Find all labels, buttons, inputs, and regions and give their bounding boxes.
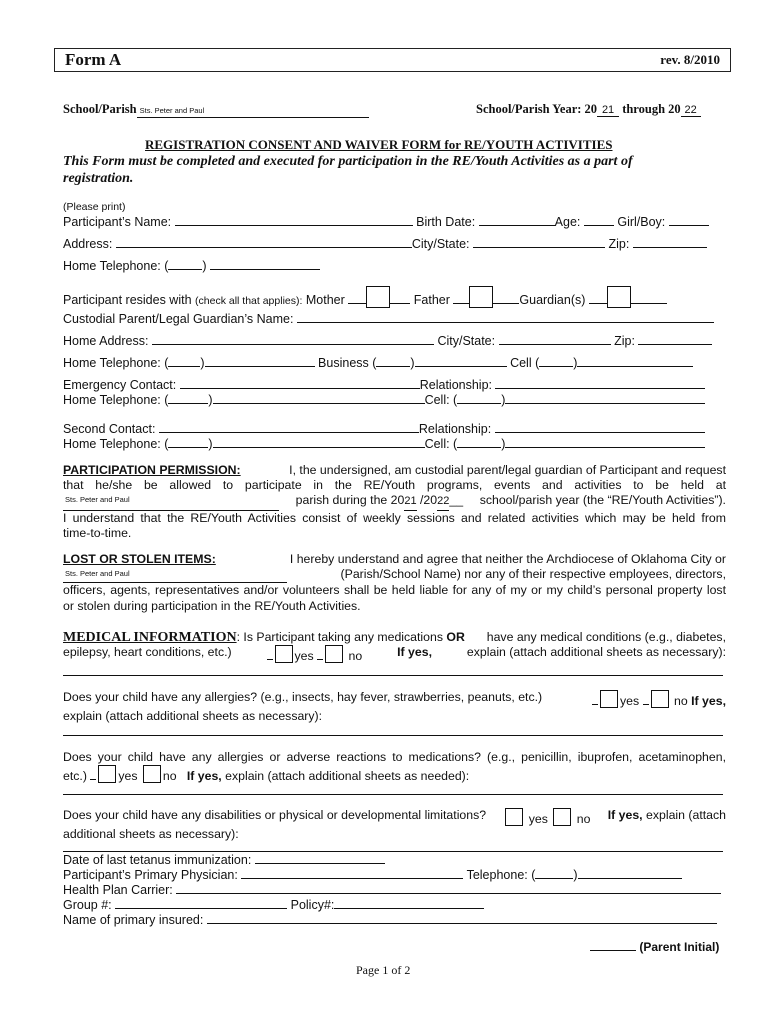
gender-label: Girl/Boy: xyxy=(617,215,666,229)
q4-no-checkbox[interactable] xyxy=(553,808,571,826)
address-label: Address: xyxy=(63,237,113,251)
home-address-row xyxy=(63,334,712,348)
area-code-field[interactable] xyxy=(168,269,202,270)
medical-question-2 xyxy=(63,690,726,724)
second-contact-field[interactable] xyxy=(159,432,419,433)
insured-row xyxy=(63,913,717,927)
mother-label: Mother xyxy=(305,293,345,307)
participation-line3 xyxy=(63,493,726,510)
school-parish-value: Sts. Peter and Paul xyxy=(139,106,205,115)
through-label: through 20 xyxy=(622,102,681,116)
home-zip-label: Zip: xyxy=(614,334,635,348)
second-area-code[interactable] xyxy=(168,447,208,448)
birth-date-field[interactable] xyxy=(479,225,555,226)
school-year-label: School/Parish Year: 20 xyxy=(476,102,598,116)
lost-text-3: officers, agents, representatives and/or volunteers shall be held liable for any of my or my child’s personal property lost xyxy=(63,583,726,598)
participant-name-row xyxy=(63,215,709,229)
carrier-label: Health Plan Carrier: xyxy=(63,883,173,897)
q3-if-yes: If yes, xyxy=(186,769,222,784)
emergency-area-code[interactable] xyxy=(168,403,208,404)
cell-telephone-field[interactable] xyxy=(577,366,693,367)
gender-field[interactable] xyxy=(669,225,709,226)
resides-with-label: Participant resides with xyxy=(63,293,192,307)
school-parish-row xyxy=(63,102,369,118)
q3-yes-underline xyxy=(90,779,96,780)
medical-q1-or: OR xyxy=(446,630,465,644)
participation-parish-field[interactable] xyxy=(63,493,279,510)
policy-field[interactable] xyxy=(334,908,484,909)
physician-label: Participant’s Primary Physician: xyxy=(63,868,238,882)
zip-field[interactable] xyxy=(633,247,707,248)
q1-answer-line[interactable] xyxy=(63,675,723,676)
age-label: Age: xyxy=(554,215,581,229)
cell-area-code[interactable] xyxy=(539,366,573,367)
parent-initial-field[interactable] xyxy=(590,950,636,951)
mother-underline xyxy=(348,303,366,304)
form-title: Form A xyxy=(65,50,122,69)
form-header xyxy=(54,48,731,72)
form-subtitle-line1: This Form must be completed and executed for participation in the RE/Youth Activities as a part of xyxy=(63,154,633,169)
tetanus-row xyxy=(63,853,385,867)
emergency-relationship-field[interactable] xyxy=(495,388,705,389)
participation-permission-section xyxy=(63,463,726,541)
q1-yes-checkbox[interactable] xyxy=(275,645,293,663)
physician-row: Participant’s Primary Physician: Telephone: ( ) xyxy=(63,868,682,882)
participation-year-slash: /20 xyxy=(420,493,438,508)
guardian-checkbox[interactable] xyxy=(607,286,631,308)
medical-q3-line2 xyxy=(63,765,726,784)
business-area-code[interactable] xyxy=(376,366,410,367)
q3-explain: explain (attach additional sheets as needed): xyxy=(225,769,470,784)
medical-heading: MEDICAL INFORMATION xyxy=(63,630,237,645)
address-row xyxy=(63,237,707,251)
guardian-home-telephone-field[interactable] xyxy=(205,366,315,367)
q1-yes-underline xyxy=(267,659,273,660)
participant-name-field[interactable] xyxy=(175,225,413,226)
school-year-row xyxy=(476,102,701,117)
q3-answer-line[interactable] xyxy=(63,794,723,795)
page-number: Page 1 of 2 xyxy=(356,963,411,977)
tetanus-field[interactable] xyxy=(255,863,385,864)
emergency-cell-label: Cell: ( xyxy=(424,393,458,407)
insured-label: Name of primary insured: xyxy=(63,913,204,927)
q2-no-label: no xyxy=(674,694,688,708)
q3-yes-label: yes xyxy=(118,769,138,784)
q4-yes-checkbox[interactable] xyxy=(505,808,523,826)
emergency-cell-area-code[interactable] xyxy=(457,403,501,404)
q3-no-label: no xyxy=(162,769,177,784)
participation-text-4: I understand that the RE/Youth Activities consist of weekly sessions and related activities which may be held from xyxy=(63,510,726,525)
guardian-phones-row: Home Telephone: ( ) Business ( ) Cell ( ) xyxy=(63,356,693,370)
medical-q4-line1 xyxy=(63,808,726,827)
second-cell-field[interactable] xyxy=(505,447,705,448)
participant-name-label: Participant’s Name: xyxy=(63,215,172,229)
participation-line1 xyxy=(63,463,726,478)
physician-field[interactable] xyxy=(241,878,463,879)
q2-no-checkbox[interactable] xyxy=(651,690,669,708)
lost-text-2: (Parish/School Name) nor any of their respective employees, directors, xyxy=(340,567,726,582)
city-state-field[interactable] xyxy=(473,247,605,248)
q4-explain: explain (attach xyxy=(646,808,726,822)
business-label: Business ( xyxy=(318,356,377,370)
q1-explain: explain (attach additional sheets as necessary): xyxy=(466,645,726,660)
second-telephone-field[interactable] xyxy=(213,447,425,448)
carrier-row xyxy=(63,883,721,897)
medical-question-1 xyxy=(63,630,726,664)
emergency-telephone-field[interactable] xyxy=(213,403,425,404)
guardian-area-code[interactable] xyxy=(168,366,200,367)
lost-text-4: or stolen during participation in the RE/Youth Activities. xyxy=(63,598,361,613)
guardian-label: Guardian(s) xyxy=(519,293,586,307)
participation-year-prefix: parish during the 20 xyxy=(295,493,405,508)
emergency-cell-field[interactable] xyxy=(505,403,705,404)
lost-stolen-heading: LOST OR STOLEN ITEMS: xyxy=(63,552,216,566)
insured-field[interactable] xyxy=(207,923,717,924)
school-parish-field[interactable] xyxy=(137,102,369,118)
second-telephone-label: Home Telephone: ( xyxy=(63,437,169,451)
lost-line2 xyxy=(63,567,726,583)
q3-text-2: etc.) xyxy=(63,769,87,784)
mother-underline-2 xyxy=(390,303,410,304)
form-main-title: REGISTRATION CONSENT AND WAIVER FORM for RE/YOUTH ACTIVITIES xyxy=(145,137,613,152)
resides-with-row xyxy=(63,286,667,308)
medical-question-3 xyxy=(63,750,726,784)
physician-area-code[interactable] xyxy=(535,878,573,879)
second-cell-area-code[interactable] xyxy=(457,447,501,448)
emergency-contact-row xyxy=(63,378,705,392)
lost-parish-value: Sts. Peter and Paul xyxy=(65,569,130,579)
school-parish-label: School/Parish xyxy=(63,102,137,116)
q2-no-underline xyxy=(643,704,649,705)
q1-no-underline xyxy=(317,659,323,660)
second-cell-label: Cell: ( xyxy=(424,437,458,451)
emergency-contact-field[interactable] xyxy=(180,388,420,389)
q1-no-checkbox[interactable] xyxy=(325,645,343,663)
q2-text: Does your child have any allergies? (e.g., insects, hay fever, strawberries, peanuts, etc.) xyxy=(63,690,543,704)
form-subtitle-line2: registration. xyxy=(63,171,134,186)
city-state-label: City/State: xyxy=(411,237,470,251)
birth-date-label: Birth Date: xyxy=(416,215,476,229)
lost-parish-field[interactable] xyxy=(63,567,287,583)
emergency-telephone-row: Home Telephone: ( ) Cell: ( ) xyxy=(63,393,705,407)
guardian-underline-2 xyxy=(631,303,667,304)
home-city-state-label: City/State: xyxy=(437,334,496,348)
second-relationship-label: Relationship: xyxy=(418,422,492,436)
medical-q1-text-b: have any medical conditions (e.g., diabetes, xyxy=(486,630,726,644)
participation-text-1: I, the undersigned, am custodial parent/legal guardian of Participant and request xyxy=(289,463,726,477)
home-telephone-field[interactable] xyxy=(210,269,320,270)
home-telephone-label: Home Telephone: ( xyxy=(63,259,169,273)
lost-text-1: I hereby understand and agree that neither the Archdiocese of Oklahoma City or xyxy=(289,552,726,566)
q2-yes-underline xyxy=(592,704,598,705)
home-telephone-row: Home Telephone: ( ) xyxy=(63,259,320,273)
father-underline xyxy=(453,303,469,304)
please-print-note: (Please print) xyxy=(63,201,126,213)
medical-question-4 xyxy=(63,808,726,842)
q1-no-label: no xyxy=(348,649,363,664)
lost-line1 xyxy=(63,552,726,567)
custodial-row xyxy=(63,312,714,326)
group-policy-row xyxy=(63,898,484,912)
q4-if-yes: If yes, xyxy=(607,808,643,822)
business-telephone-field[interactable] xyxy=(415,366,507,367)
revision-label: rev. 8/2010 xyxy=(660,52,720,67)
medical-q1-line1 xyxy=(63,630,726,645)
custodial-name-label: Custodial Parent/Legal Guardian’s Name: xyxy=(63,312,294,326)
policy-label: Policy#: xyxy=(290,898,335,912)
year-end-field[interactable]: 22 xyxy=(681,104,701,117)
second-relationship-field[interactable] xyxy=(495,432,705,433)
q4-text-2: additional sheets as necessary): xyxy=(63,827,239,842)
custodial-name-field[interactable] xyxy=(297,322,714,323)
home-address-label: Home Address: xyxy=(63,334,149,348)
medical-q1-text-2: epilepsy, heart conditions, etc.) xyxy=(63,645,232,660)
medical-q1-text-a: : Is Participant taking any medications xyxy=(236,630,443,644)
q3-text-1: Does your child have any allergies or adverse reactions to medications? (e.g., penicillin, ibuprofen, acetaminophen, xyxy=(63,750,726,764)
participation-year-text: parish during the 2021 /2022__ xyxy=(296,493,463,510)
group-field[interactable] xyxy=(115,908,287,909)
home-city-state-field[interactable] xyxy=(499,344,611,345)
parent-initial-row xyxy=(590,940,719,954)
physician-telephone-label: Telephone: ( xyxy=(466,868,536,882)
guardian-underline xyxy=(589,303,607,304)
q4-answer-line[interactable] xyxy=(63,851,723,852)
father-underline-2 xyxy=(493,303,519,304)
participation-text-2: that he/she be allowed to participate in the RE/Youth programs, events and activities to be held at xyxy=(63,478,726,493)
year-start-field[interactable]: 21 xyxy=(597,104,619,117)
participation-heading: PARTICIPATION PERMISSION: xyxy=(63,463,241,477)
q1-if-yes: If yes, xyxy=(397,645,432,660)
q2-answer-line[interactable] xyxy=(63,735,723,736)
father-checkbox[interactable] xyxy=(469,286,493,308)
father-label: Father xyxy=(413,293,450,307)
parent-initial-label: (Parent Initial) xyxy=(639,940,720,954)
emergency-relationship-label: Relationship: xyxy=(419,378,492,392)
q2-if-yes: If yes, xyxy=(691,694,726,708)
physician-telephone-field[interactable] xyxy=(578,878,682,879)
mother-checkbox[interactable] xyxy=(366,286,390,308)
second-telephone-row: Home Telephone: ( ) Cell: ( ) xyxy=(63,437,705,451)
emergency-telephone-label: Home Telephone: ( xyxy=(63,393,169,407)
q4-yes-label: yes xyxy=(528,812,548,826)
participation-year-a[interactable]: 21 xyxy=(404,494,416,510)
q3-yes-checkbox[interactable] xyxy=(98,765,116,783)
medical-q2-line1 xyxy=(63,690,726,709)
q2-explain: explain (attach additional sheets as necessary): xyxy=(63,709,323,724)
medical-q1-line2 xyxy=(63,645,726,664)
address-field[interactable] xyxy=(116,247,412,248)
cell-label: Cell ( xyxy=(510,356,540,370)
resides-note: (check all that applies): xyxy=(195,295,303,307)
zip-label: Zip: xyxy=(608,237,630,251)
home-address-field[interactable] xyxy=(152,344,434,345)
q4-text: Does your child have any disabilities or physical or developmental limitations? xyxy=(63,808,487,822)
guardian-home-telephone-label: Home Telephone: ( xyxy=(63,356,169,370)
home-zip-field[interactable] xyxy=(638,344,712,345)
q1-yes-label: yes xyxy=(294,649,314,664)
participation-year-suffix: school/parish year (the “RE/Youth Activities”). xyxy=(479,493,726,508)
q2-yes-checkbox[interactable] xyxy=(600,690,618,708)
age-field[interactable] xyxy=(584,225,614,226)
q3-no-checkbox[interactable] xyxy=(143,765,161,783)
q2-yes-label: yes xyxy=(620,694,640,708)
second-contact-row xyxy=(63,422,705,436)
lost-stolen-section xyxy=(63,552,726,614)
q4-no-label: no xyxy=(576,812,591,826)
group-label: Group #: xyxy=(63,898,112,912)
second-contact-label: Second Contact: xyxy=(63,422,156,436)
emergency-contact-label: Emergency Contact: xyxy=(63,378,177,392)
carrier-field[interactable] xyxy=(176,893,721,894)
tetanus-label: Date of last tetanus immunization: xyxy=(63,853,252,867)
participation-parish-value: Sts. Peter and Paul xyxy=(65,495,130,505)
participation-year-b[interactable]: 22 xyxy=(437,494,449,510)
participation-text-5: time-to-time. xyxy=(63,525,132,540)
